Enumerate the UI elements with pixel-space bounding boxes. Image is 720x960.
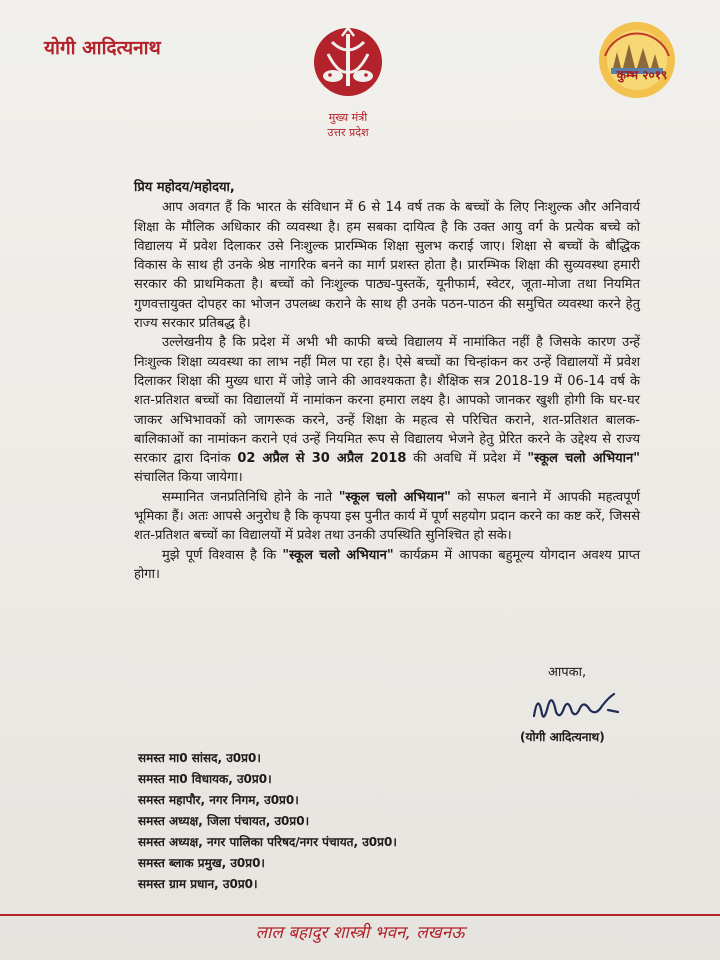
sender-name: योगी आदित्यनाथ [44, 37, 161, 59]
paragraph-3-start: सम्मानित जनप्रतिनिधि होने के नाते [162, 489, 333, 505]
footer-divider [0, 914, 720, 916]
campaign-name-2: "स्कूल चलो अभियान" [338, 489, 451, 505]
recipient-item: समस्त मा0 सांसद, उ0प्र0। [138, 751, 261, 765]
up-state-emblem-icon [308, 24, 388, 106]
recipient-item: समस्त मा0 विधायक, उ0प्र0। [138, 772, 272, 786]
letter-body [134, 178, 640, 584]
recipient-item: समस्त ग्राम प्रधान, उ0प्र0। [138, 877, 258, 891]
kumbh-logo-text: कुम्भ २०१९ [616, 68, 668, 82]
campaign-dates: 02 अप्रैल से 30 अप्रैल 2018 [237, 451, 407, 467]
designation [296, 110, 400, 140]
signer-name: (योगी आदित्यनाथ) [520, 730, 605, 744]
recipient-item: समस्त अध्यक्ष, जिला पंचायत, उ0प्र0। [138, 814, 310, 828]
paragraph-4-start: मुझे पूर्ण विश्वास है कि [162, 547, 277, 563]
closing: आपका, [548, 665, 587, 680]
paragraph-1: आप अवगत हैं कि भारत के संविधान में 6 से 14 वर्ष तक के बच्चों के लिए निःशुल्क और अनिवार्य शिक्षा के मौलिक अधिकार की व्यवस्था है। हम सबका दायित्व है कि उक्त आयु वर्ग के प्रत्येक बच्चे को विद्यालय में प्रवेश दिलाकर उसे निःशुल्क प्रारम्भिक शिक्षा सुलभ कराई जाए। शिक्षा से बच्चों के बौद्धिक विकास के साथ ही उनके श्रेष्ठ नागरिक बनने का मार्ग प्रशस्त होता है। प्रारम्भिक शिक्षा की सुव्यवस्था हमारी सरकार की प्राथमिकता है। बच्चों को निःशुल्क पाठ्य-पुस्तकें, यूनीफार्म, स्वेटर, जूता-मोजा तथा नियमित गुणवत्तायुक्त दोपहर का भोजन उपलब्ध कराने के साथ ही उनके पठन-पाठन की समुचित व्यवस्था करने हेतु राज्य सरकार प्रतिबद्ध है। [134, 200, 640, 332]
paragraph-4-end: कार्यक्रम में आपका बहुमूल्य योगदान अवश्य प्राप्त होगा। [134, 547, 641, 582]
campaign-name: "स्कूल चलो अभियान" [527, 451, 640, 467]
paragraph-2-end: संचालित किया जायेगा। [134, 470, 243, 486]
paragraph-4 [134, 546, 640, 585]
salutation: प्रिय महोदय/महोदया, [134, 180, 235, 195]
paragraph-2-mid: की अवधि में प्रदेश में [413, 451, 521, 467]
kumbh-mela-logo-icon [597, 20, 677, 100]
recipient-item: समस्त ब्लाक प्रमुख, उ0प्र0। [138, 856, 265, 870]
paragraph-3 [134, 488, 640, 546]
recipient-item: समस्त महापौर, नगर निगम, उ0प्र0। [138, 793, 299, 807]
recipient-list [138, 748, 397, 895]
paragraph-2-text: उल्लेखनीय है कि प्रदेश में अभी भी काफी बच्चे विद्यालय में नामांकित नहीं है जिसके कारण उन्हें निःशुल्क शिक्षा व्यवस्था का लाभ नहीं मिल पा रहा है। ऐसे बच्चों का चिन्हांकन कर उन्हें विद्यालयों में प्रवेश दिलाकर शिक्षा की मुख्य धारा में जोड़े जाने की आवश्यकता है। शैक्षिक सत्र 2018-19 में 06-14 वर्ष के शत-प्रतिशत बच्चों का विद्यालयों में नामांकन करना हमारा लक्ष्य है। आपको जानकर खुशी होगी कि घर-घर जाकर अभिभावकों को जागरूक करने, उन्हें शिक्षा के महत्व से परिचित कराने, शत-प्रतिशत बालक-बालिकाओं का नामांकन कराने एवं उन्हें नियमित रूप से विद्यालय भेजने हेतु प्रेरित करने के उद्देश्य से राज्य सरकार द्वारा दिनांक [134, 335, 640, 467]
campaign-name-3: "स्कूल चलो अभियान" [282, 547, 394, 563]
handwritten-signature-icon [530, 686, 622, 726]
paragraph-3-end: को सफल बनाने में आपकी महत्वपूर्ण भूमिका हैं। अतः आपसे अनुरोध है कि कृपया इस पुनीत कार्य में पूर्ण सहयोग प्रदान करने का कष्ट करें, जिससे शत-प्रतिशत बच्चों का विद्यालयों में प्रवेश तथा उनकी उपस्थिति सुनिश्चित हो सके। [134, 489, 640, 544]
designation-title: मुख्य मंत्री [328, 111, 368, 124]
designation-state: उत्तर प्रदेश [327, 126, 369, 139]
recipient-item: समस्त अध्यक्ष, नगर पालिका परिषद/नगर पंचायत, उ0प्र0। [138, 835, 397, 849]
footer-address: लाल बहादुर शास्त्री भवन, लखनऊ [255, 923, 465, 943]
paragraph-2 [134, 333, 640, 487]
